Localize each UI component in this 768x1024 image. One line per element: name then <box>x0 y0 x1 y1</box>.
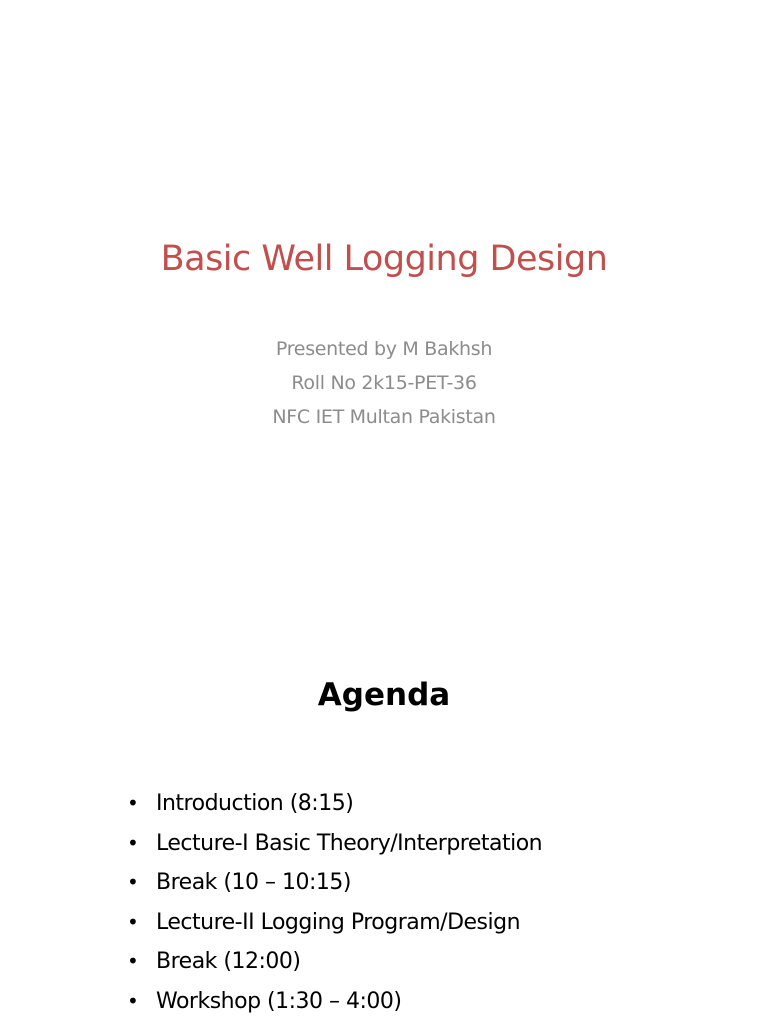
bullet-icon: • <box>127 949 139 974</box>
agenda-item-text: Break (12:00) <box>156 949 301 975</box>
list-item <box>125 863 542 903</box>
bullet-icon: • <box>127 909 139 934</box>
list-item <box>125 903 542 943</box>
presenter-name: Presented by M Bakhsh <box>275 338 493 360</box>
presenter-info <box>0 332 768 434</box>
list-item <box>125 784 542 824</box>
bullet-icon: • <box>127 988 139 1013</box>
agenda-item-text: Lecture-II Logging Program/Design <box>156 909 521 935</box>
roll-number: Roll No 2k15-PET-36 <box>291 372 477 394</box>
list-item <box>125 942 542 982</box>
presentation-title: Basic Well Logging Design <box>160 239 608 279</box>
bullet-icon: • <box>127 830 139 855</box>
agenda-item-text: Workshop (1:30 – 4:00) <box>156 988 402 1014</box>
list-item <box>125 982 542 1022</box>
bullet-icon: • <box>127 870 139 895</box>
bullet-icon: • <box>127 791 139 815</box>
institution: NFC IET Multan Pakistan <box>272 406 496 428</box>
list-item <box>125 824 542 864</box>
agenda-item-text: Lecture-I Basic Theory/Interpretation <box>156 830 543 856</box>
agenda-heading: Agenda <box>317 677 451 713</box>
agenda-item-text: Introduction (8:15) <box>156 791 354 816</box>
agenda-item-text: Break (10 – 10:15) <box>156 870 351 896</box>
agenda-list <box>125 784 542 1022</box>
agenda-slide <box>0 576 768 1024</box>
